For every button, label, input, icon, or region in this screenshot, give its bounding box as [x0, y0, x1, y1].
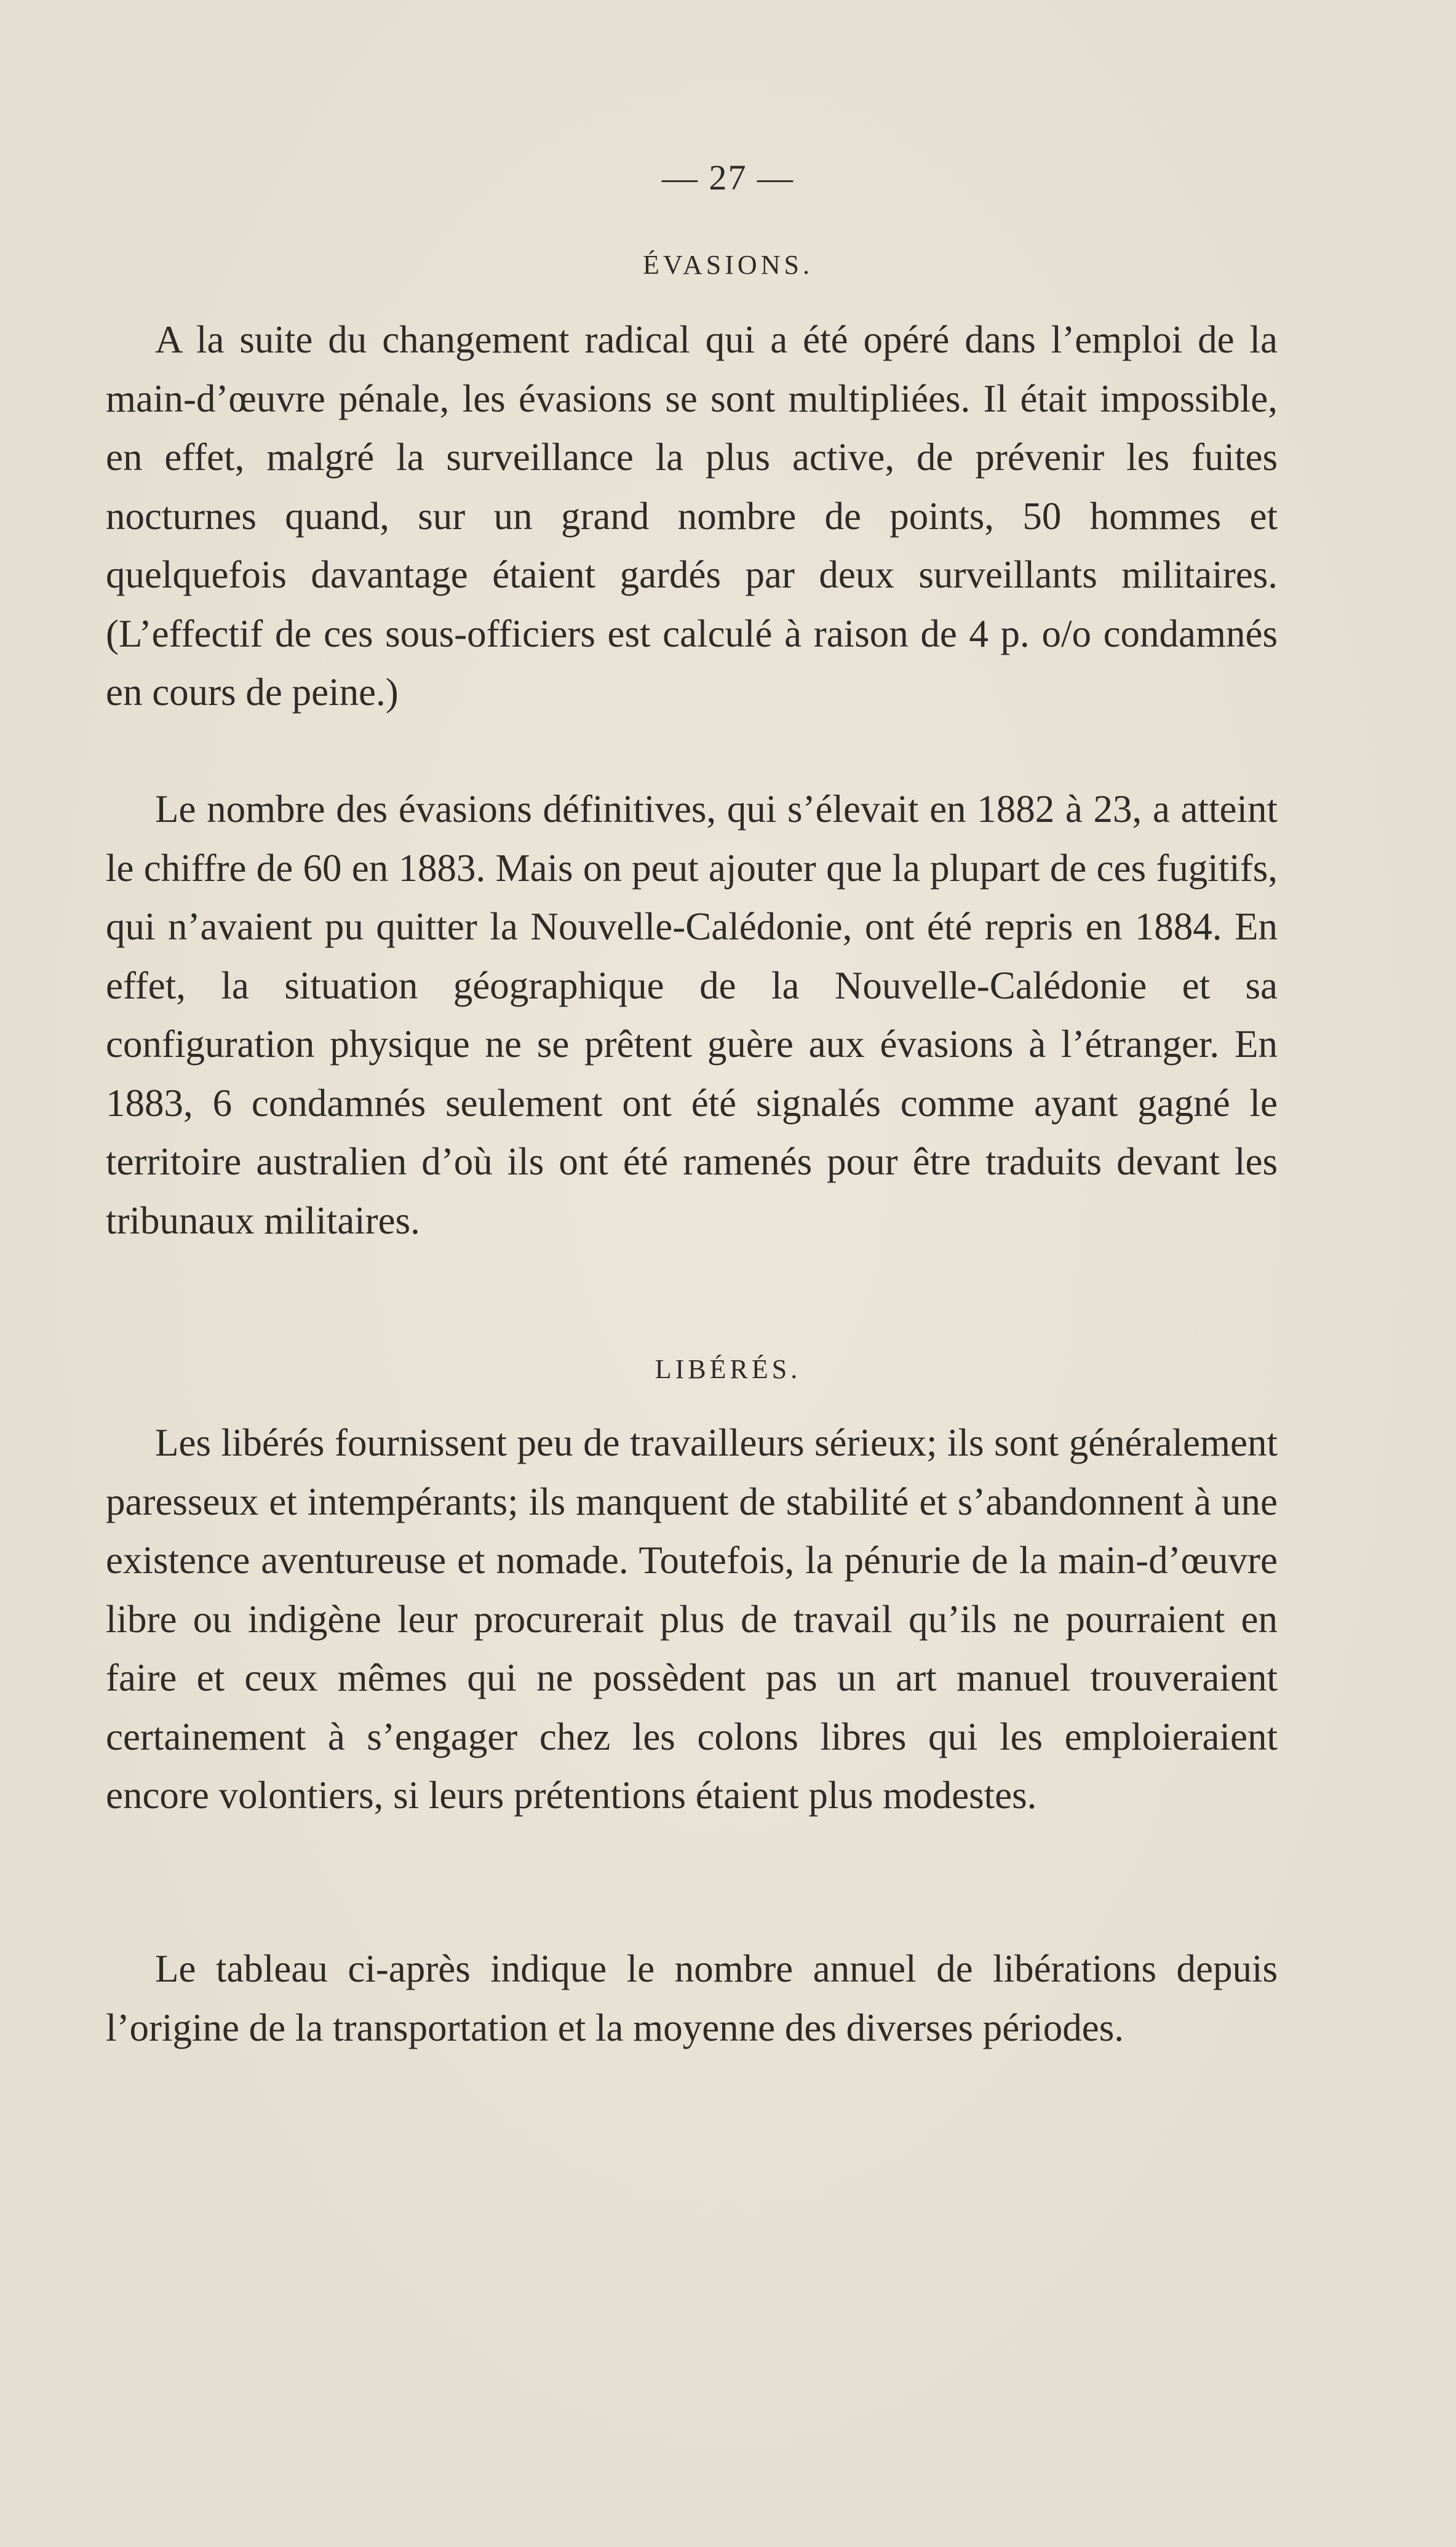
- section-heading-liberes: LIBÉRÉS.: [654, 1354, 802, 1384]
- page-number: — 27 —: [662, 157, 794, 197]
- paragraph-liberes-2: [106, 1940, 1278, 2057]
- paragraph-evasions-2: [106, 780, 1278, 1250]
- paragraph-text: Le nombre des évasions définitives, qui s’élevait en 1882 à 23, a atteint le chiffre de 60 en 1883. Mais on peut ajouter que la plupart de ces fugitifs, qui n’avaient pu quitter la Nouvelle-Calédonie, ont été repris en 1884. En effet, la situation géographique de la Nouvelle-Calédonie et sa configuration physique ne se prêtent guère aux évasions à l’étranger. En 1883, 6 condamnés seulement ont été signalés comme ayant gagné le territoire australien d’où ils ont été ramenés pour être traduits devant les tribunaux militaires.: [106, 787, 1278, 1242]
- paragraph-text: Les libérés fournissent peu de travailleurs sérieux; ils sont généralement paresseux et intempérants; ils manquent de stabilité et s’abandonnent à une existence aventureuse et nomade. Toutefois, la pénurie de la main-d’œuvre libre ou indigène leur procurerait plus de travail qu’ils ne pourraient en faire et ceux mêmes qui ne possèdent pas un art manuel trouveraient certainement à s’engager chez les colons libres qui les emploieraient encore volontiers, si leurs prétentions étaient plus modestes.: [106, 1421, 1278, 1817]
- section-heading-evasions: ÉVASIONS.: [643, 250, 813, 280]
- paragraph-liberes-1: [106, 1414, 1278, 1825]
- paragraph-evasions-1: [106, 311, 1278, 722]
- paragraph-text: A la suite du changement radical qui a été opéré dans l’emploi de la main-d’œuvre pénale, les évasions se sont multipliées. Il était impossible, en effet, malgré la surveillance la plus active, de prévenir les fuites nocturnes quand, sur un grand nombre de points, 50 hommes et quelquefois davantage étaient gardés par deux surveillants militaires. (L’effectif de ces sous-officiers est calculé à raison de 4 p. o/o condamnés en cours de peine.): [106, 318, 1278, 714]
- paragraph-text: Le tableau ci-après indique le nombre annuel de libérations depuis l’origine de la transportation et la moyenne des diverses périodes.: [106, 1947, 1278, 2049]
